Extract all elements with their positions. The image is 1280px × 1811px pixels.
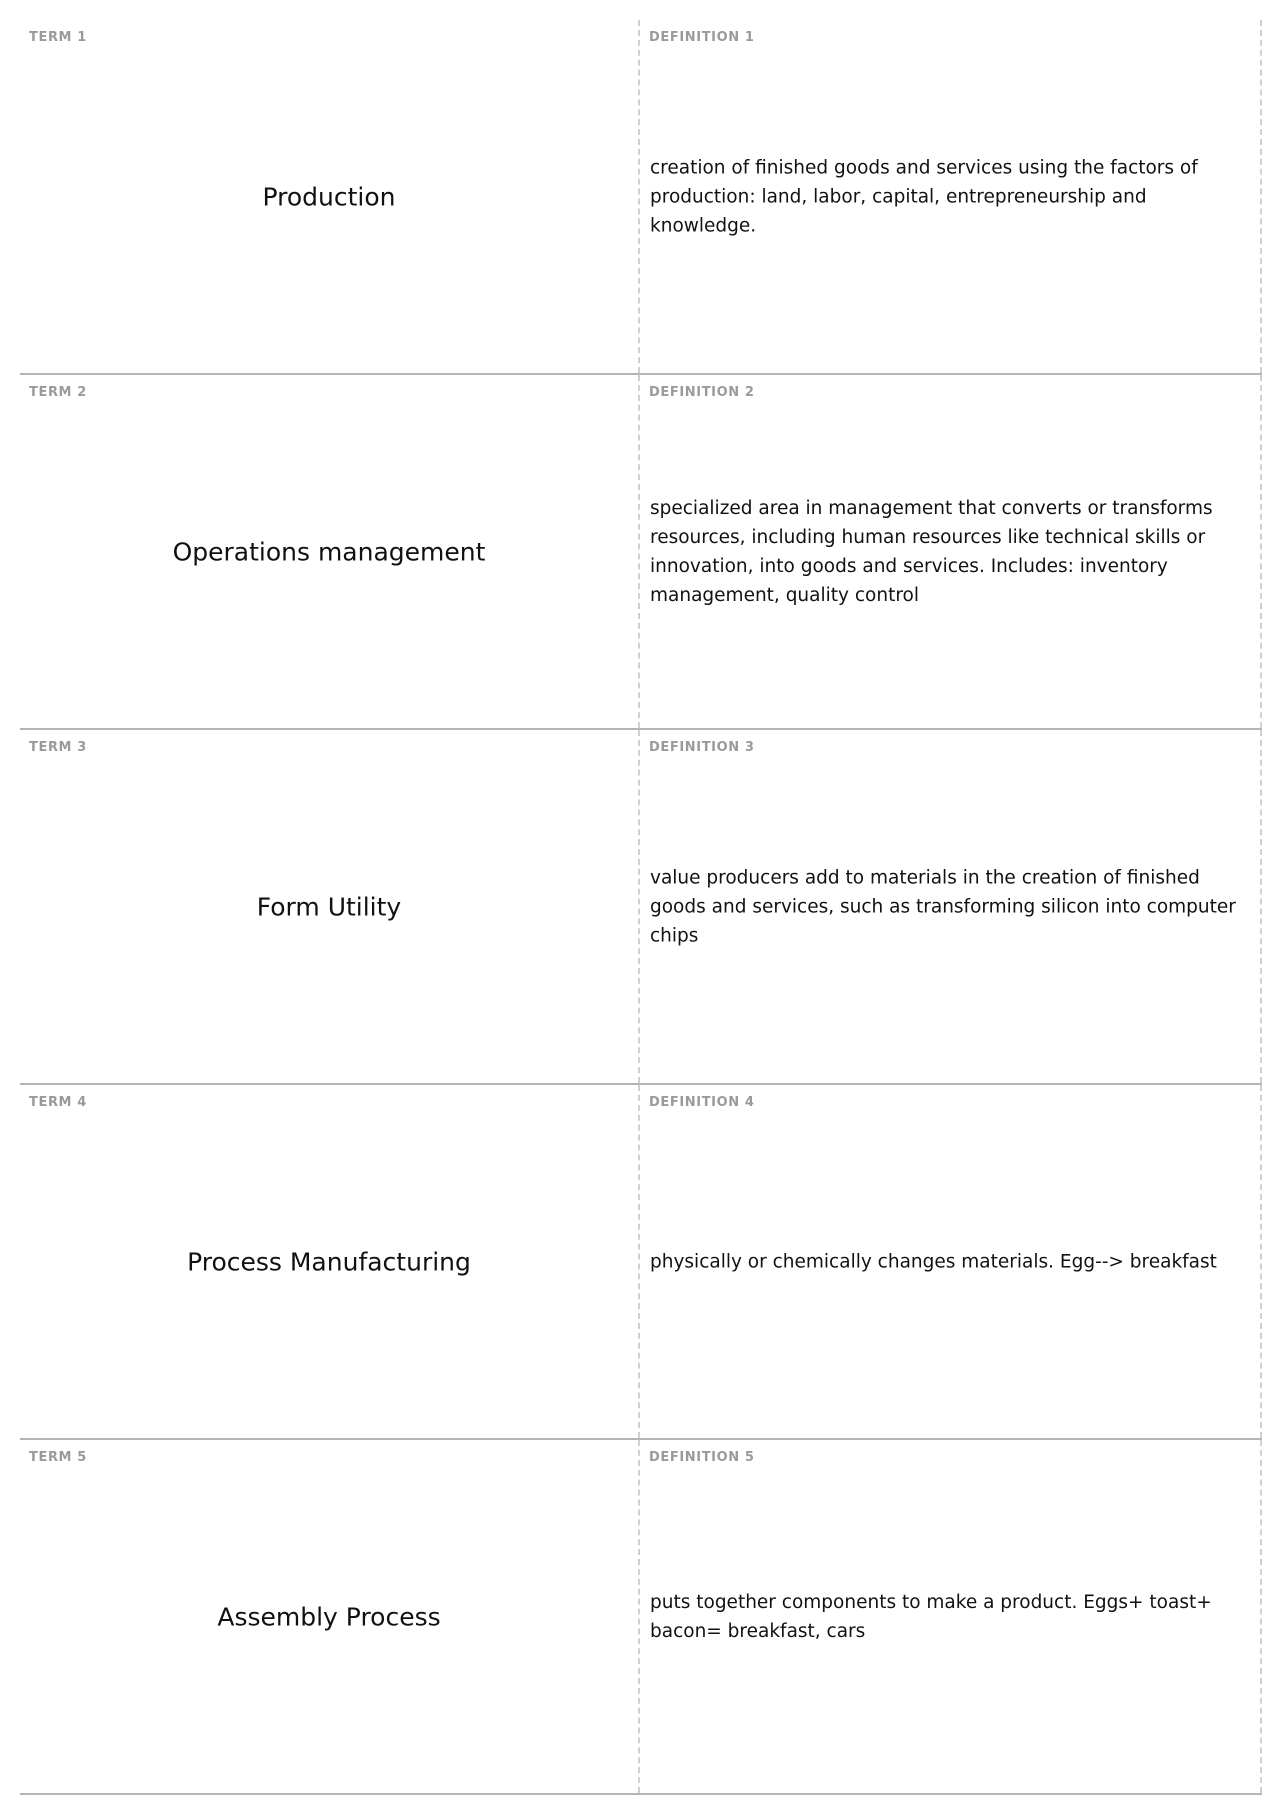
flashcard-row — [20, 375, 1262, 730]
term-text: Production — [262, 182, 396, 211]
flashcard-row — [20, 730, 1262, 1085]
term-cell — [20, 20, 640, 373]
term-text: Operations management — [172, 537, 486, 566]
term-text: Form Utility — [256, 892, 402, 921]
definition-text: creation of finished goods and services using the factors of production: land, labor, capital, entrepreneurship and knowledge. — [650, 157, 1198, 236]
flashcard-row — [20, 1085, 1262, 1440]
definition-label: DEFINITION 3 — [649, 740, 755, 755]
definition-cell — [640, 730, 1262, 1083]
term-cell — [20, 1085, 640, 1438]
definition-label: DEFINITION 5 — [649, 1450, 755, 1465]
definition-cell — [640, 20, 1262, 373]
term-cell — [20, 1440, 640, 1793]
term-cell — [20, 375, 640, 728]
definition-text: value producers add to materials in the creation of finished goods and services, such as transforming silicon into computer chips — [650, 867, 1236, 946]
term-label: TERM 2 — [29, 385, 87, 400]
flashcard-row — [20, 1440, 1262, 1795]
term-text: Process Manufacturing — [187, 1247, 471, 1276]
term-label: TERM 3 — [29, 740, 87, 755]
flashcard-row — [20, 20, 1262, 375]
term-label: TERM 1 — [29, 30, 87, 45]
definition-label: DEFINITION 4 — [649, 1095, 755, 1110]
flashcard-sheet — [20, 20, 1262, 1795]
term-label: TERM 5 — [29, 1450, 87, 1465]
definition-cell — [640, 1440, 1262, 1793]
definition-text: physically or chemically changes materials. Egg--> breakfast — [650, 1251, 1217, 1272]
term-cell — [20, 730, 640, 1083]
definition-text: specialized area in management that converts or transforms resources, including human resources like technical skills or innovation, into goods and services. Includes: inventory management, quality control — [650, 497, 1213, 606]
definition-cell — [640, 375, 1262, 728]
definition-label: DEFINITION 2 — [649, 385, 755, 400]
definition-text: puts together components to make a product. Eggs+ toast+ bacon= breakfast, cars — [650, 1591, 1212, 1642]
term-label: TERM 4 — [29, 1095, 87, 1110]
definition-label: DEFINITION 1 — [649, 30, 755, 45]
definition-cell — [640, 1085, 1262, 1438]
term-text: Assembly Process — [217, 1602, 441, 1631]
